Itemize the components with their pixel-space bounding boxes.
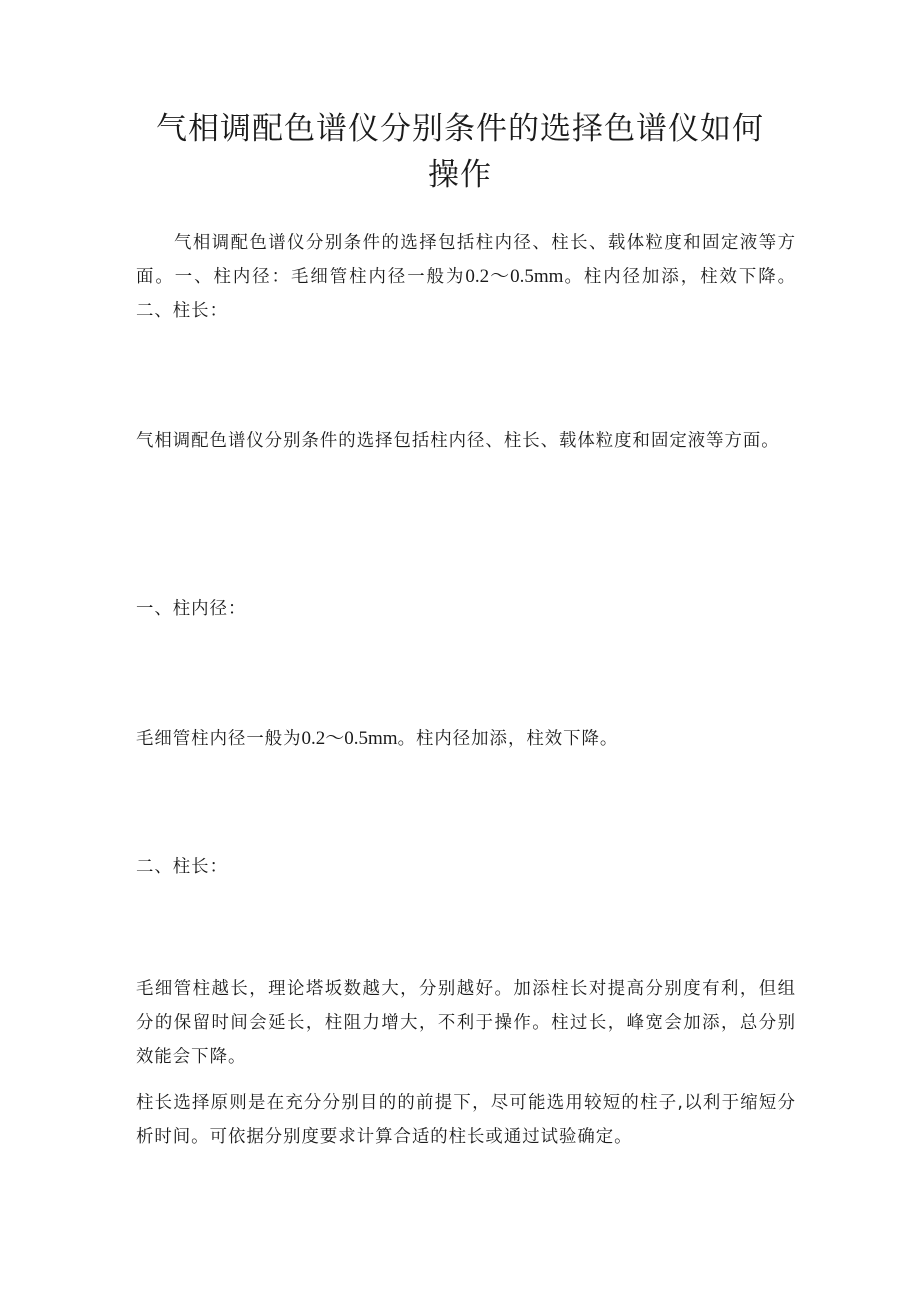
summary-paragraph — [136, 226, 796, 328]
summary-text-2: 。柱内径加添，柱效下降。二、柱长： — [136, 267, 796, 321]
intro-paragraph: 气相调配色谱仪分别条件的选择包括柱内径、柱长、载体粒度和固定液等方面。 — [136, 431, 780, 451]
summary-diameter-value: 0.2～0.5mm — [465, 266, 564, 287]
heading-column-diameter: 一、柱内径： — [136, 599, 247, 619]
diameter-paragraph — [136, 722, 796, 756]
summary-text-1: 气相调配色谱仪分别条件的选择包括柱内径、柱长、载体粒度和固定液等方面。一、柱内径：毛细管柱内径一般为 — [136, 233, 796, 287]
title-line-1: 气相调配色谱仪分别条件的选择色谱仪如何 — [156, 111, 764, 147]
title-line-2: 操作 — [428, 157, 492, 193]
length-paragraph-2: 柱长选择原则是在充分分别目的的前提下，尽可能选用较短的柱子,以利于缩短分析时间。可依据分别度要求计算合适的柱长或通过试验确定。 — [136, 1093, 796, 1147]
length-paragraph-1: 毛细管柱越长，理论塔坂数越大，分别越好。加添柱长对提高分别度有利，但组分的保留时间会延长，柱阻力增大，不利于操作。柱过长，峰宽会加添，总分别效能会下降。 — [136, 979, 796, 1067]
diameter-text-1: 毛细管柱内径一般为 — [136, 729, 302, 749]
diameter-value: 0.2～0.5mm — [301, 728, 398, 749]
diameter-text-2: 。柱内径加添，柱效下降。 — [397, 729, 619, 749]
document-title — [120, 106, 800, 198]
heading-column-length: 二、柱长： — [136, 857, 228, 877]
